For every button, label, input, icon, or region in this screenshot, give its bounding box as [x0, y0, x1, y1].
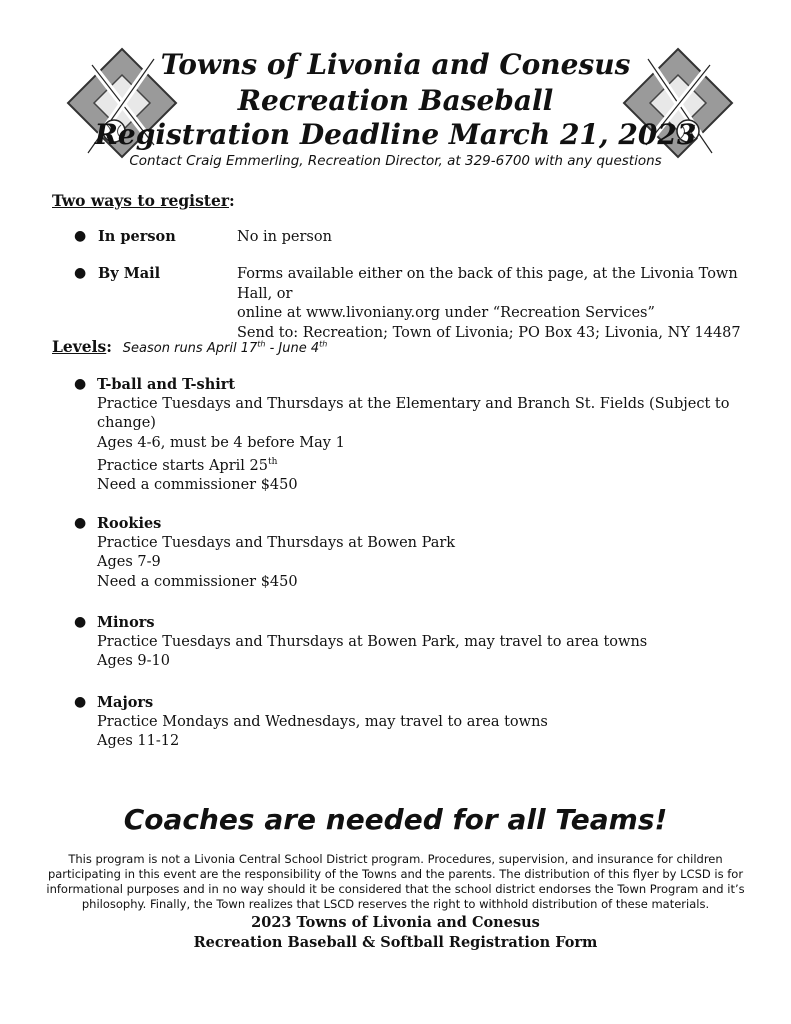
level-item: Majors Practice Mondays and Wednesdays, may travel to area towns Ages 11-12 — [97, 694, 548, 749]
bullet-dot-icon: ● — [74, 694, 87, 710]
level-item: Rookies Practice Tuesdays and Thursdays at Bowen Park Ages 7-9 Need a commissioner $450 — [97, 515, 456, 590]
register-heading: Two ways to register: — [52, 191, 235, 210]
title-line-1: Towns of Livonia and Conesus — [160, 48, 631, 81]
level-item: T-ball and T-shirt Practice Tuesdays and Thursdays at the Elementary and Branch St. Fields (Subject to change) Ages 4-6, must be 4 before May 1 Practice starts April 25th Need a commissioner $450 — [97, 376, 730, 494]
levels-heading: Levels: Season runs April 17th - June 4th — [52, 337, 328, 356]
bullet-dot-icon: ● — [74, 228, 87, 244]
register-method-text: Forms available either on the back of this page, at the Livonia Town Hall, or online at www.livoniany.org under “Recreation Services” Send to: Recreation; Town of Livonia; PO Box 43; Livonia, NY 14487 — [237, 266, 741, 341]
disclaimer-text: This program is not a Livonia Central School District program. Procedures, supervision, and insurance for children participating in this event are the responsibility of the Towns and the parents. The distribution of this flyer by LCSD is for informational purposes and in no way should it be considered that the school district endorses the Town Program and it’s philosophy. Finally, the Town realizes that LSCD reserves the right to withhold distribution of these materials. — [46, 852, 745, 911]
form-title-line-2: Recreation Baseball & Softball Registration Form — [193, 934, 598, 951]
registration-deadline: Registration Deadline March 21, 2023 — [94, 118, 697, 151]
bullet-dot-icon: ● — [74, 265, 87, 281]
bullet-dot-icon: ● — [74, 614, 87, 630]
bullet-dot-icon: ● — [74, 376, 87, 392]
register-method-label: In person — [98, 228, 176, 245]
bullet-dot-icon: ● — [74, 515, 87, 531]
season-dates: Season runs April 17th - June 4th — [122, 339, 328, 356]
coaches-needed-heading: Coaches are needed for all Teams! — [123, 803, 668, 836]
register-method-text: No in person — [237, 229, 332, 245]
level-item: Minors Practice Tuesdays and Thursdays at Bowen Park, may travel to area towns Ages 9-10 — [97, 614, 648, 669]
contact-line: Contact Craig Emmerling, Recreation Director, at 329-6700 with any questions — [129, 153, 662, 169]
register-method-label: By Mail — [98, 265, 161, 282]
title-line-2: Recreation Baseball — [237, 84, 554, 117]
form-title-line-1: 2023 Towns of Livonia and Conesus — [251, 914, 540, 931]
